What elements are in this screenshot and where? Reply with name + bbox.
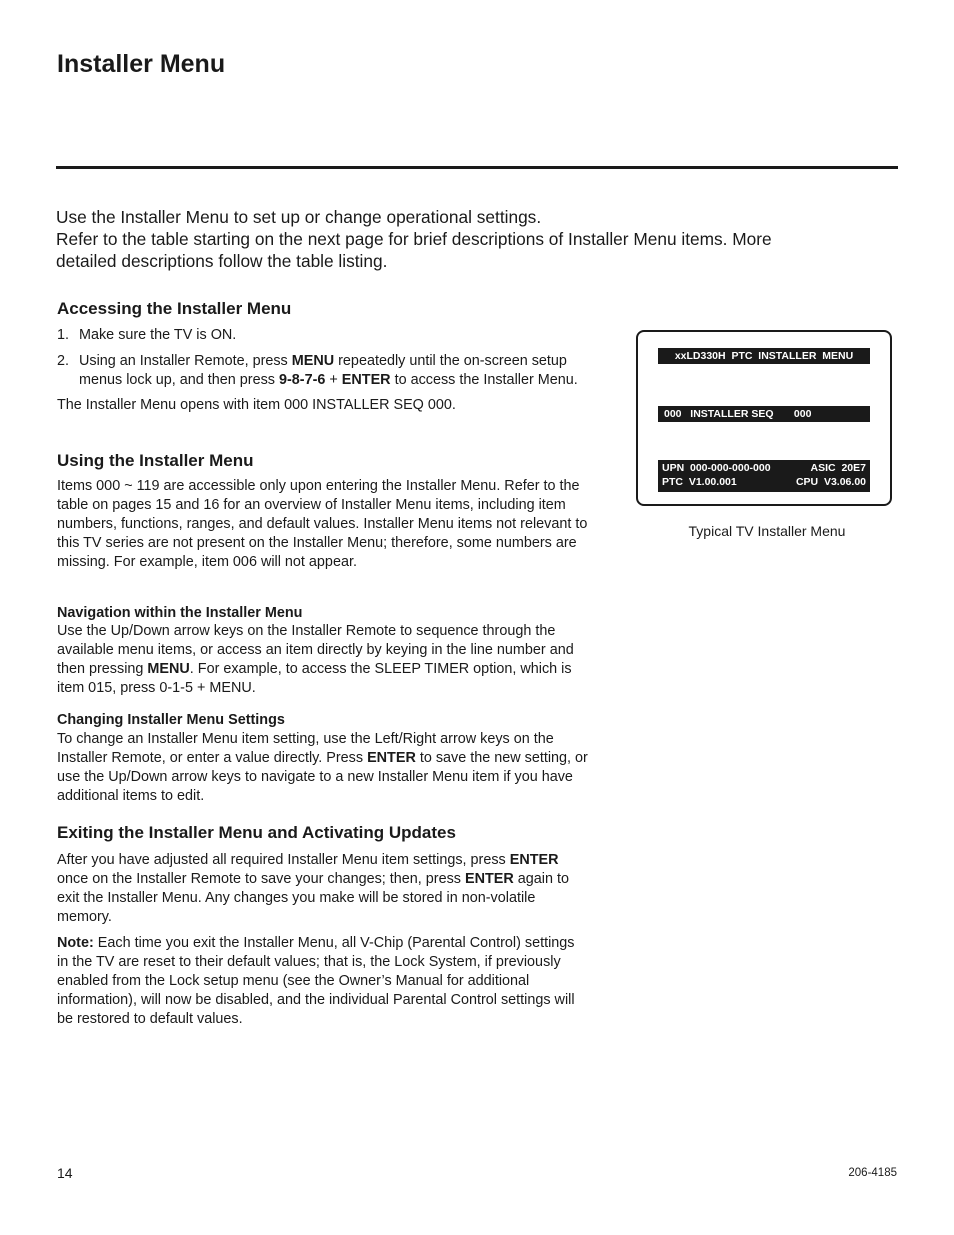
document-number: 206-4185 — [848, 1167, 897, 1179]
key-enter: ENTER — [464, 871, 514, 887]
key-menu: MENU — [147, 661, 190, 677]
changing-section — [57, 730, 597, 806]
figure-caption: Typical TV Installer Menu — [688, 523, 846, 539]
subheading-changing: Changing Installer Menu Settings — [57, 712, 285, 728]
title-divider — [56, 166, 898, 169]
tv-menu-info — [658, 460, 870, 492]
exiting-text: After you have adjusted all required Installer Menu item settings, press — [57, 852, 510, 868]
section-heading-exiting: Exiting the Installer Menu and Activating Updates — [57, 823, 456, 842]
navigation-text: . For example, to access the SLEEP TIMER option, which is item 015, press 0-1-5 + MENU. — [57, 661, 572, 696]
step-number: 2. — [57, 353, 70, 369]
navigation-section — [57, 622, 597, 698]
tv-ptc: PTC V1.00.001 — [662, 476, 737, 488]
intro-line-1: Use the Installer Menu to set up or change operational settings. — [56, 207, 542, 227]
exiting-body — [57, 851, 587, 927]
accessing-steps — [57, 326, 597, 390]
key-enter: ENTER — [367, 750, 416, 766]
note-text: Each time you exit the Installer Menu, all V-Chip (Parental Control) settings in the TV are reset to their default values; that is, the Lock System, if previously enabled from the Lock setup menu (see the Owner’s Manual for additional information), will now be disabled, and the individual Parental Control settings will be restored to default values. — [57, 935, 575, 1027]
intro-paragraph — [56, 206, 776, 272]
step-text: to access the Installer Menu. — [390, 372, 578, 388]
navigation-text: Use the Up/Down arrow keys on the Installer Remote to sequence through the available menu items, or access an item directly by keying in the line number and then pressing — [57, 623, 574, 677]
key-code: 9-8-7-6 — [279, 372, 326, 388]
accessing-section — [57, 326, 597, 415]
tv-menu-row — [662, 475, 866, 489]
navigation-body — [57, 622, 597, 698]
page-number: 14 — [57, 1165, 73, 1181]
section-heading-accessing: Accessing the Installer Menu — [57, 299, 292, 318]
step-text: Using an Installer Remote, press — [79, 353, 292, 369]
key-enter: ENTER — [509, 852, 559, 868]
using-section — [57, 477, 592, 572]
tv-menu-seq: 000 INSTALLER SEQ 000 — [658, 406, 870, 422]
changing-text: To change an Installer Menu item setting, use the Left/Right arrow keys on the Installer Remote, or enter a value directly. Press — [57, 731, 554, 766]
step-text: Make sure the TV is ON. — [79, 327, 237, 343]
note-label: Note: — [57, 935, 94, 951]
opens-note: The Installer Menu opens with item 000 INSTALLER SEQ 000. — [57, 397, 456, 413]
exiting-note — [57, 934, 587, 1029]
section-heading-using: Using the Installer Menu — [57, 451, 254, 470]
step-text: + — [325, 372, 342, 388]
tv-installer-menu-screen — [636, 330, 892, 506]
step-item — [57, 326, 597, 345]
using-body: Items 000 ~ 119 are accessible only upon entering the Installer Menu. Refer to the table on pages 15 and 16 for an overview of Installer Menu items, including item numbers, functions, ranges, and default values. Installer Menu items not relevant to this TV series are not present on the Installer Menu; therefore, some numbers are missing. For example, item 006 will not appear. — [57, 478, 588, 570]
exiting-text: again to exit the Installer Menu. Any changes you make will be stored in non-volatile memory. — [57, 871, 569, 925]
changing-body — [57, 730, 597, 806]
tv-asic: ASIC 20E7 — [810, 462, 866, 474]
changing-text: to save the new setting, or use the Up/Down arrow keys to navigate to a new Installer Menu item if you have additional items to edit. — [57, 750, 588, 804]
exiting-section — [57, 851, 587, 1029]
key-menu: MENU — [291, 353, 335, 369]
intro-line-2: Refer to the table starting on the next page for brief descriptions of Installer Menu items. More detailed descriptions follow the table listing. — [56, 229, 772, 271]
step-item — [57, 352, 597, 390]
tv-upn: UPN 000-000-000-000 — [662, 462, 771, 474]
step-number: 1. — [57, 327, 70, 343]
exiting-text: once on the Installer Remote to save your changes; then, press — [57, 871, 465, 887]
key-enter: ENTER — [341, 372, 391, 388]
subheading-navigation: Navigation within the Installer Menu — [57, 605, 303, 621]
tv-cpu: CPU V3.06.00 — [795, 476, 866, 488]
tv-menu-row — [662, 461, 866, 475]
step-text: repeatedly until the on-screen setup menus lock up, and then press — [79, 353, 567, 388]
tv-menu-title: xxLD330H PTC INSTALLER MENU — [658, 348, 870, 364]
page-title: Installer Menu — [57, 50, 226, 78]
